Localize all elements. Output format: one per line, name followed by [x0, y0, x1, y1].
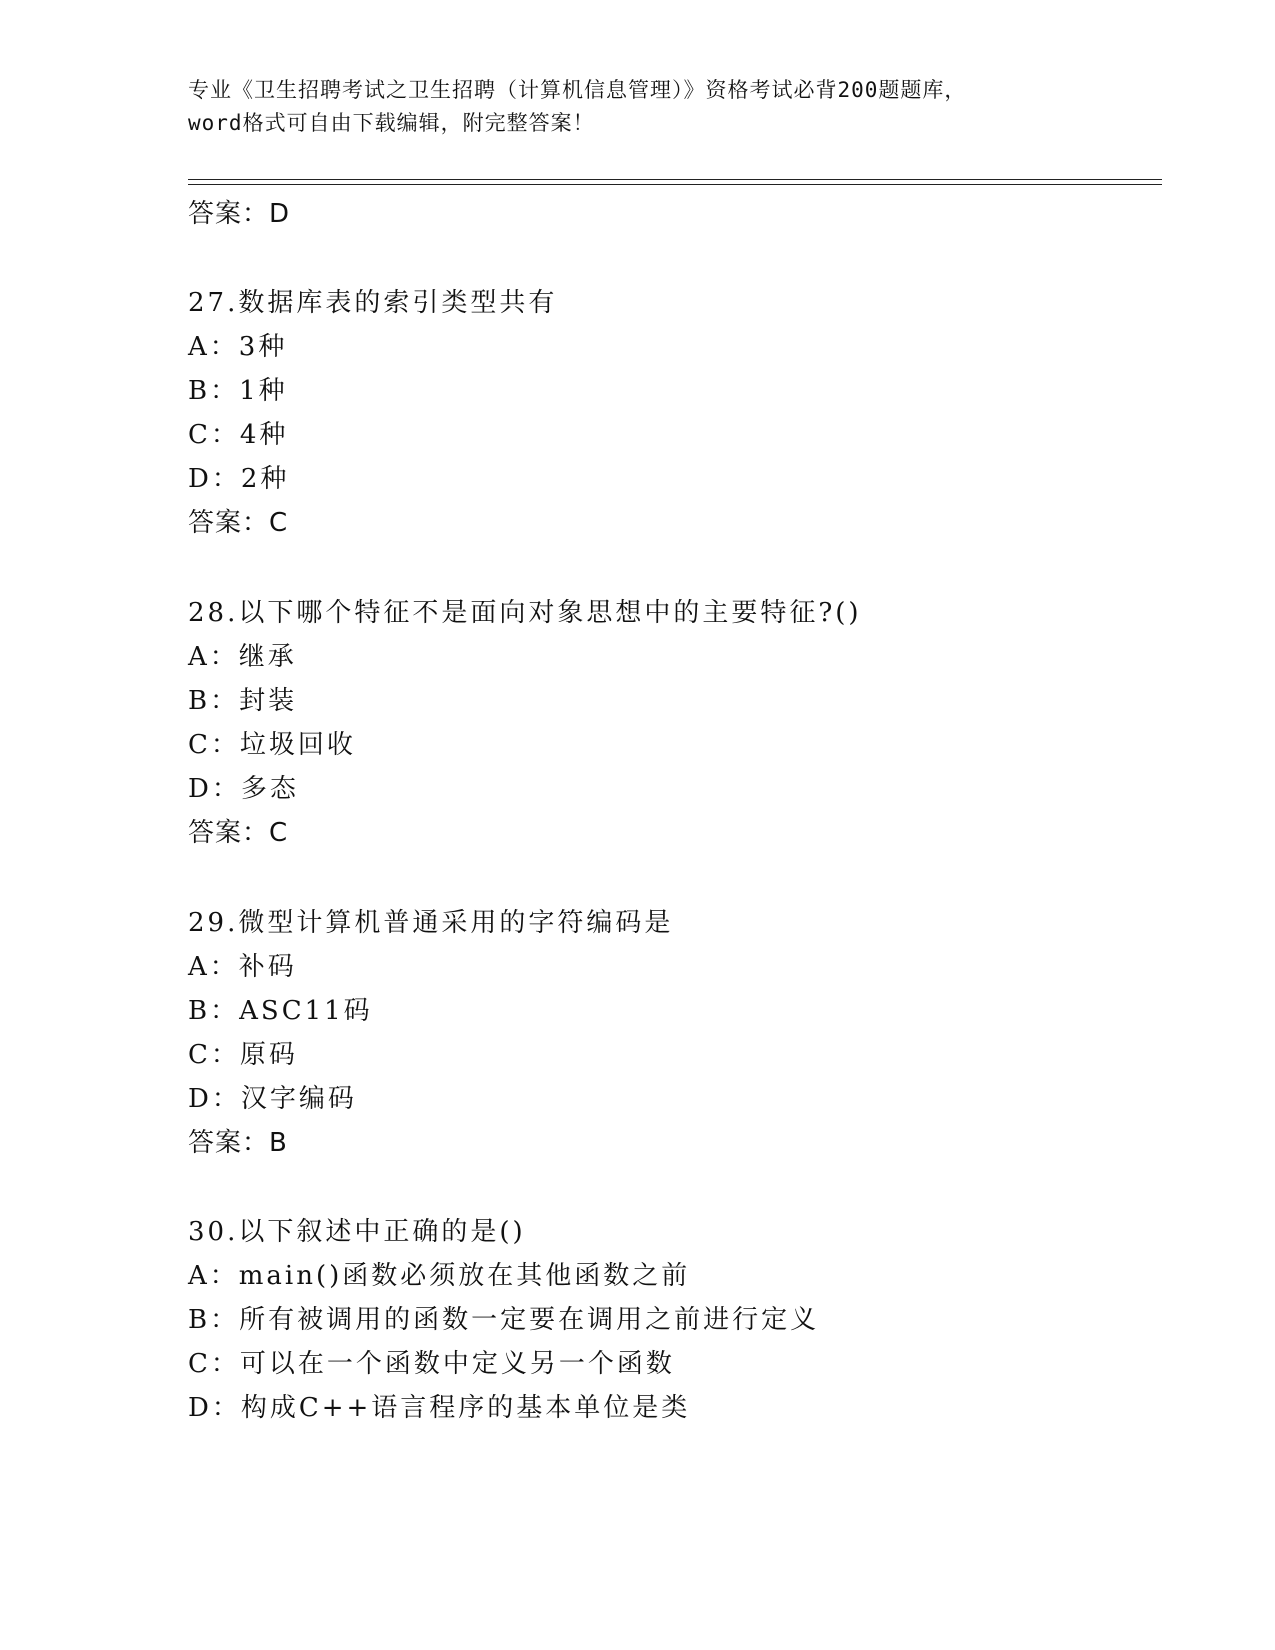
question-29-option-d: D：汉字编码	[188, 1084, 357, 1114]
question-27-option-d: D：2种	[188, 464, 290, 494]
question-27-option-c: C：4种	[188, 420, 289, 450]
question-29-option-c: C：原码	[188, 1040, 298, 1070]
question-30-option-a: A：main()函数必须放在其他函数之前	[188, 1261, 691, 1291]
header-divider	[188, 179, 1162, 180]
header-line-2: word格式可自由下载编辑，附完整答案！	[188, 111, 595, 135]
question-28-option-c: C：垃圾回收	[188, 730, 356, 760]
question-28-option-d: D：多态	[188, 774, 299, 804]
question-27-stem: 27.数据库表的索引类型共有	[188, 288, 558, 318]
header-line-1: 专业《卫生招聘考试之卫生招聘（计算机信息管理）》资格考试必背200题题库，	[188, 78, 967, 102]
question-28-stem: 28.以下哪个特征不是面向对象思想中的主要特征?()	[188, 598, 862, 628]
question-27-option-b: B：1种	[188, 376, 288, 406]
question-30-option-c: C：可以在一个函数中定义另一个函数	[188, 1349, 675, 1379]
question-29-option-b: B：ASC11码	[188, 996, 373, 1026]
question-28-option-b: B：封装	[188, 686, 298, 716]
question-29-answer: 答案：B	[188, 1128, 288, 1158]
question-28-option-a: A：继承	[188, 642, 297, 672]
header-divider-second	[188, 184, 1162, 185]
previous-answer: 答案：D	[188, 199, 291, 229]
question-28-answer: 答案：C	[188, 818, 289, 848]
question-27-answer: 答案：C	[188, 508, 289, 538]
question-30-option-b: B：所有被调用的函数一定要在调用之前进行定义	[188, 1305, 820, 1335]
question-29-option-a: A：补码	[188, 952, 297, 982]
question-27-option-a: A：3种	[188, 332, 288, 362]
question-29-stem: 29.微型计算机普通采用的字符编码是	[188, 908, 674, 938]
document-header	[188, 74, 1088, 140]
question-30-option-d: D：构成C++语言程序的基本单位是类	[188, 1393, 691, 1423]
question-30-stem: 30.以下叙述中正确的是()	[188, 1217, 526, 1247]
